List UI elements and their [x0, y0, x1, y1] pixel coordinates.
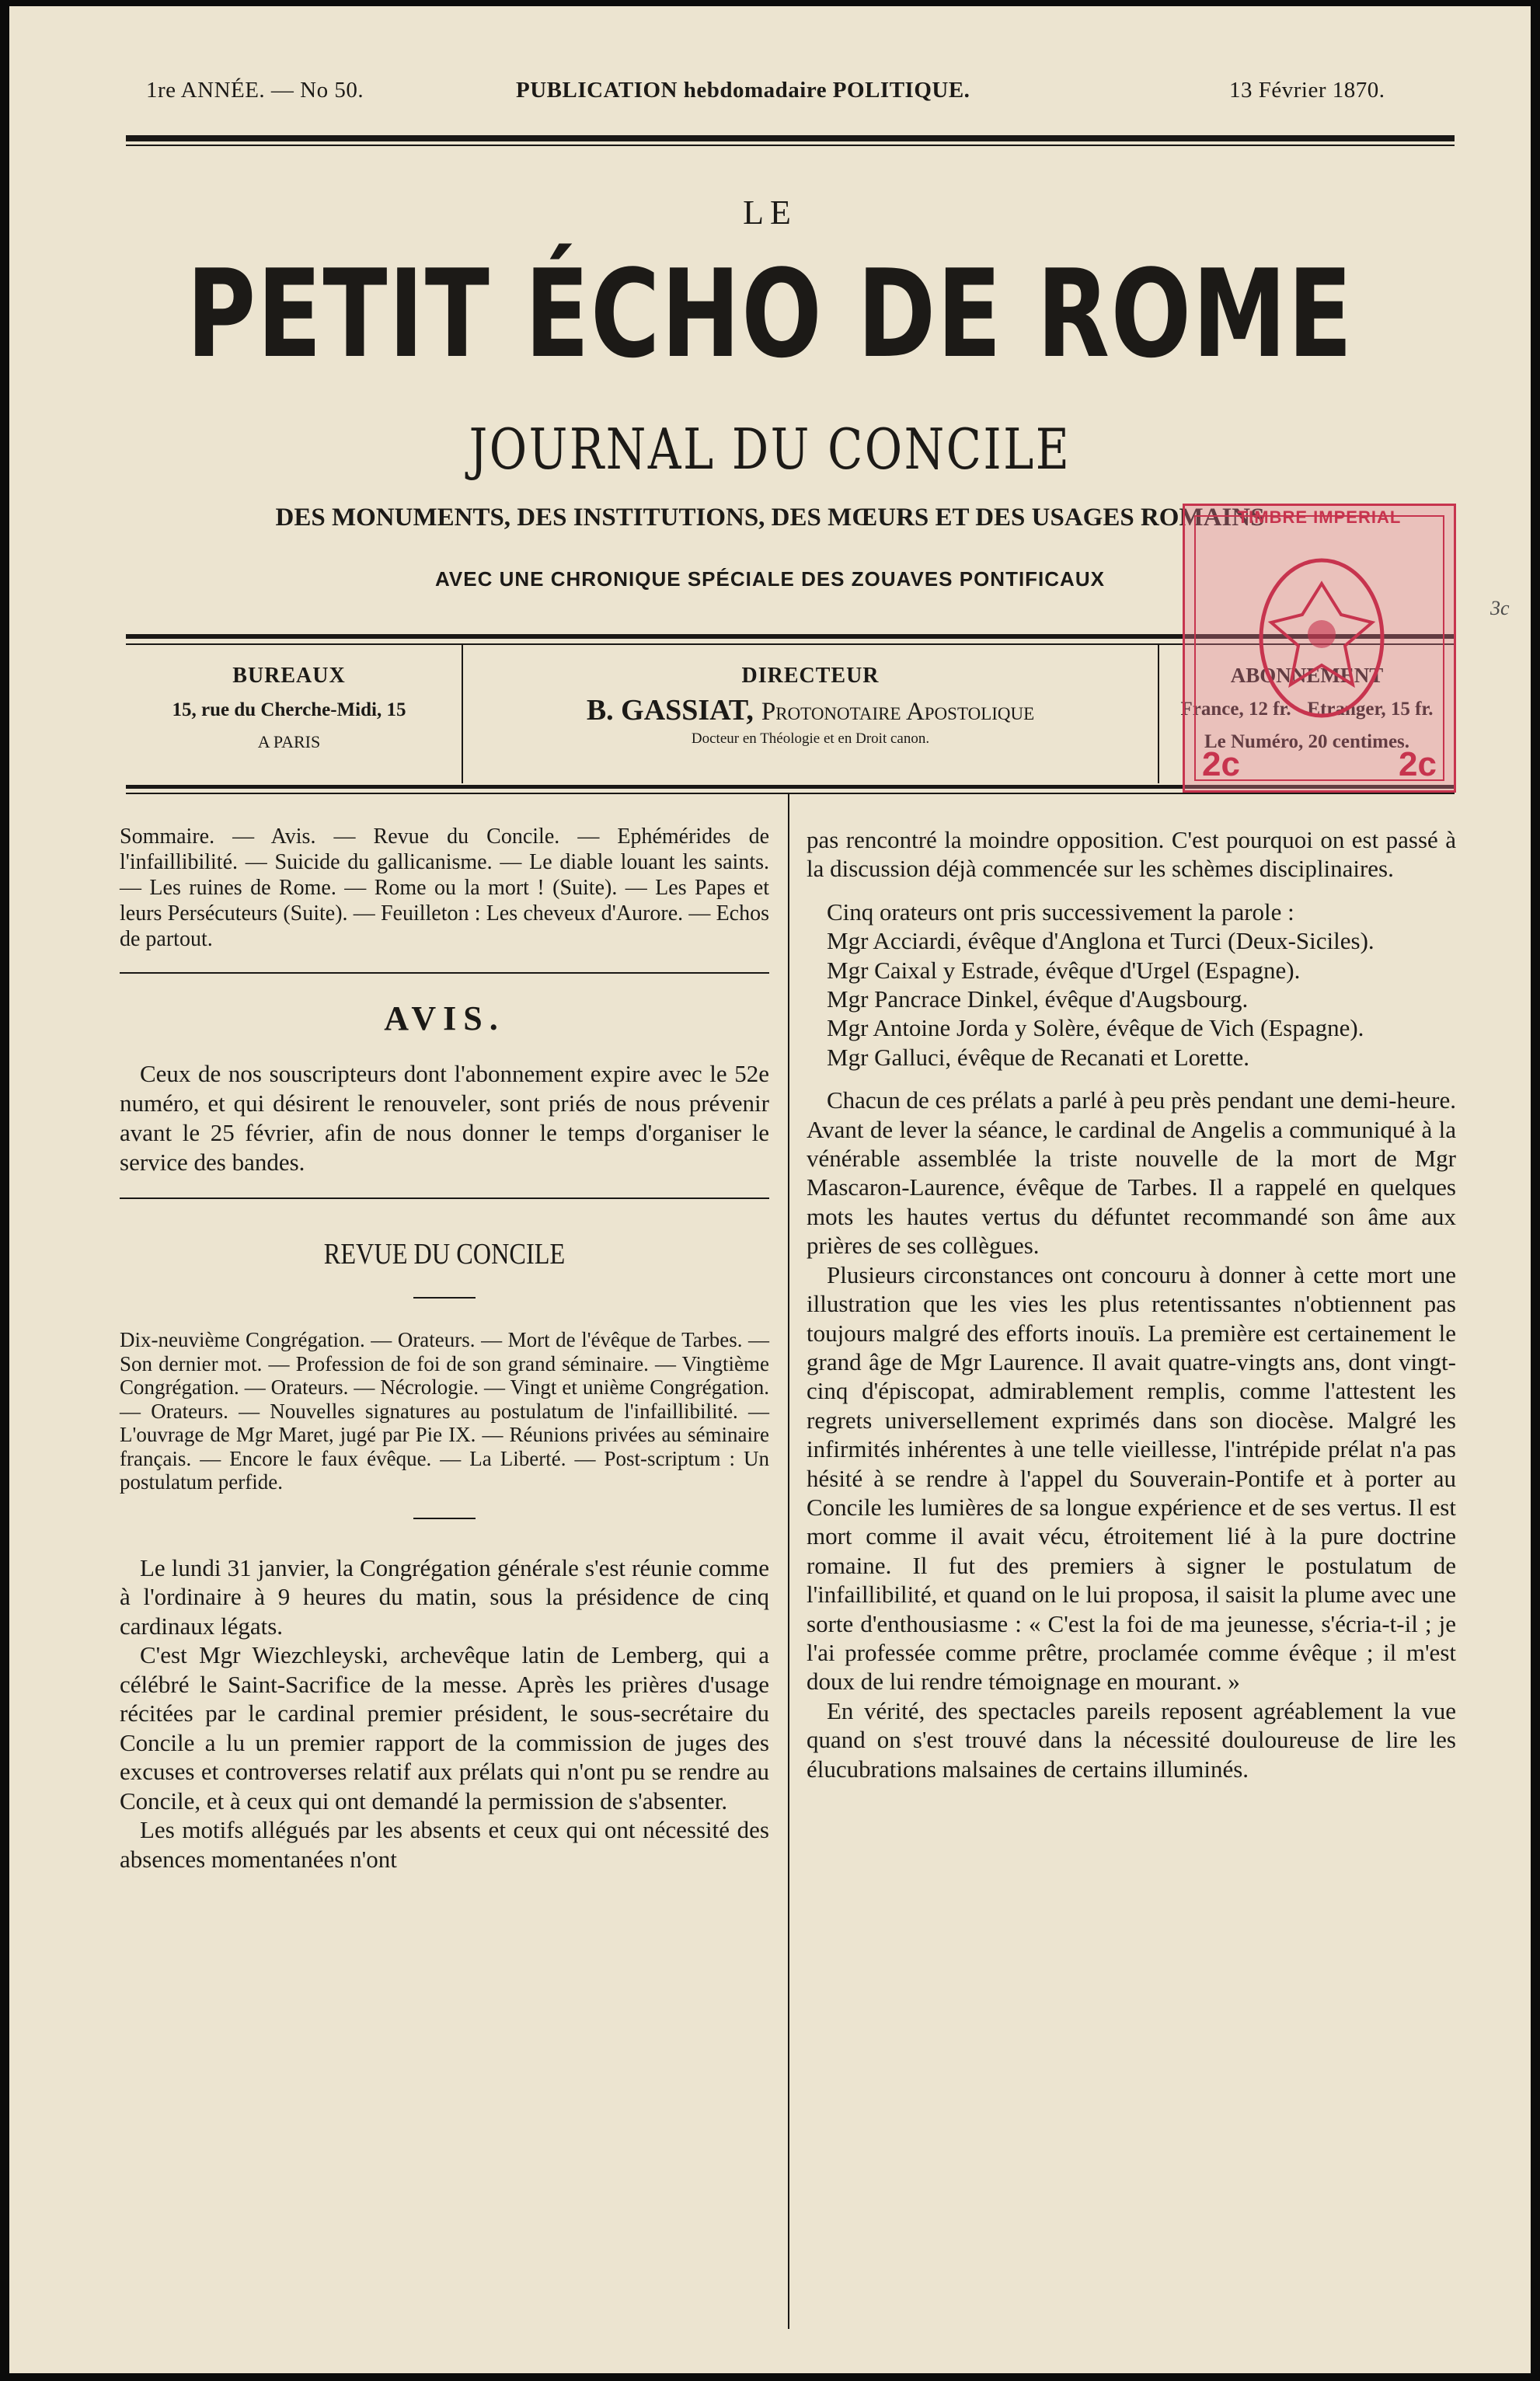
right-paragraph-4: Plusieurs circonstances ont concouru à donner à cette mort une illustration que les vies les plus retentissantes n'obtiennent pas toujours malgré des efforts inouïs. La première est certainement le grand âge de Mgr Laurence. Il avait quatre-vingts ans, dont vingt-cinq d'épiscopat, admirablement remplis, comme l'attestent les regrets universellement exprimés dans son diocèse. Malgré les infirmités inhérentes à une telle vieillesse, l'intrépide prélat n'a pas hésité à se rendre à l'appel du Souverain-Pontife et à porter au Concile les lumières de sa longue expérience et de ses vertus. Il est mort comme il avait vécu, étroitement lié à la pure doctrine romaine. Il fut des premiers à signer le postulatum de l'infaillibilité, et quand on le lui proposa, il saisit la plume avec une sorte d'enthousiasme : « C'est la foi de ma jeunesse, s'écria-t-il ; je l'ai professée comme prêtre, proclamée comme évêque ; il m'est doux de lui rendre témoignage en mourant. »: [807, 1260, 1456, 1696]
masthead-title: PETIT ÉCHO DE ROME: [186, 243, 1354, 385]
abonnement-prices: France, 12 fr. - Etranger, 15 fr.: [1180, 699, 1434, 720]
right-paragraph-2: Cinq orateurs ont pris successivement la parole :: [827, 898, 1294, 926]
stamp-value-left: 2c: [1202, 745, 1240, 783]
masthead-subtitle: JOURNAL DU CONCILE: [469, 417, 1071, 482]
avis-text: Ceux de nos souscripteurs dont l'abonnement expire avec le 52e numéro, et qui désirent le renouveler, sont priés de nous prévenir avant le 25 février, afin de nous donner le temps d'organiser le service des bandes.: [120, 1060, 769, 1176]
marginal-note: 3c: [1490, 597, 1510, 619]
imperial-stamp: [1183, 504, 1456, 793]
abonnement-label: ABONNEMENT: [1230, 664, 1384, 687]
issue-date: 13 Février 1870.: [1229, 78, 1385, 103]
directeur-degree: Docteur en Théologie et en Droit canon.: [691, 730, 930, 747]
info-rule-thin: [126, 793, 1455, 794]
revue-rule: [413, 1297, 476, 1299]
avis-rule: [120, 1197, 769, 1199]
masthead-le: LE: [743, 193, 797, 232]
right-paragraph-5: En vérité, des spectacles pareils reposent agréablement la vue quand on s'est trouvé dans la nécessité douloureuse de lire les élucubrations malsaines de certains illuminés.: [807, 1696, 1456, 1783]
right-column: [807, 825, 1456, 1783]
directeur-block: [465, 664, 1156, 748]
revue-title: REVUE DU CONCILE: [323, 1238, 566, 1271]
revue-paragraph-2: C'est Mgr Wiezchleyski, archevêque latin de Lemberg, qui a célébré le Saint-Sacrifice de la messe. Après les prières d'usage récitées par le cardinal premier président, le sous-secrétaire du Concile a lu un premier rapport de la commission de juges des excuses et controverses relatif aux prélats qui n'ont pu se rendre au Concile, et à ceux qui ont demandé la permission de s'absenter.: [120, 1641, 769, 1815]
sommaire: Sommaire. — Avis. — Revue du Concile. — Ephémérides de l'infaillibilité. — Suicide du gallicanisme. — Le diable louant les saints. — Les ruines de Rome. — Rome ou la mort ! (Suite). — Les Papes et leurs Persécuteurs (Suite). — Feuilleton : Les cheveux d'Aurore. — Echos de partout.: [120, 824, 769, 951]
newspaper-page: [9, 6, 1531, 2373]
eagle-emblem-icon: [1244, 553, 1399, 723]
bureaux-label: BUREAUX: [232, 664, 346, 688]
directeur-label: DIRECTEUR: [741, 664, 880, 688]
masthead-chronicle: AVEC UNE CHRONIQUE SPÉCIALE DES ZOUAVES PONTIFICAUX: [435, 567, 1105, 591]
revue-summary: Dix-neuvième Congrégation. — Orateurs. — Mort de l'évêque de Tarbes. — Son dernier mot. — Profession de foi de son grand séminaire. — Vingtième Congrégation. — Orateurs. — Nécrologie. — Vingt et unième Congrégation. — Orateurs. — Nouvelles signatures au postulatum de l'infaillibilité. — L'ouvrage de Mgr Maret, jugé par Pie IX. — Réunions privées au séminaire français. — Encore le faux évêque. — La Liberté. — Post-scriptum : Un postulatum perfide.: [120, 1328, 769, 1494]
right-paragraph-1: pas rencontré la moindre opposition. C'est pourquoi on est passé à la discussion déjà commencée sur les schèmes disciplinaires.: [807, 826, 1456, 883]
bureaux-address: 15, rue du Cherche-Midi, 15: [172, 699, 406, 720]
revue-paragraph-1: Le lundi 31 janvier, la Congrégation générale s'est réunie comme à l'ordinaire à 9 heures du matin, sous la présidence de cinq cardinaux légats.: [120, 1553, 769, 1640]
revue-paragraph-3: Les motifs allégués par les absents et ceux qui ont nécessité des absences momentanées n'ont: [120, 1816, 769, 1873]
bureaux-block: [126, 664, 452, 752]
issue-number: 1re ANNÉE. — No 50.: [146, 78, 364, 103]
orator-4: Mgr Antoine Jorda y Solère, évêque de Vich (Espagne).: [827, 1014, 1364, 1042]
top-rule-thin: [126, 145, 1455, 146]
publication-type: PUBLICATION hebdomadaire POLITIQUE.: [516, 78, 970, 103]
avis-title: AVIS.: [384, 999, 505, 1037]
sommaire-rule: [120, 972, 769, 974]
left-column: [120, 824, 769, 1874]
right-paragraph-3: Chacun de ces prélats a parlé à peu près pendant une demi-heure. Avant de lever la séance, le cardinal de Angelis a communiqué à la vénérable assemblée la triste nouvelle de la mort de Mgr Mascaron-Laurence, évêque de Tarbes. Il a rappelé en quelques mots les hautes vertus du défuntet recommandé son âme aux prières de ses collègues.: [807, 1086, 1456, 1260]
column-divider: [788, 794, 789, 2329]
orator-1: Mgr Acciardi, évêque d'Anglona et Turci (Deux-Siciles).: [827, 927, 1375, 955]
abonnement-single: Le Numéro, 20 centimes.: [1204, 731, 1410, 752]
orator-5: Mgr Galluci, évêque de Recanati et Lorette.: [827, 1043, 1249, 1071]
orator-3: Mgr Pancrace Dinkel, évêque d'Augsbourg.: [827, 985, 1249, 1013]
stamp-value-right: 2c: [1399, 745, 1437, 783]
directeur-name: B. GASSIAT,: [586, 694, 754, 727]
info-divider-left: [462, 645, 463, 783]
orator-2: Mgr Caixal y Estrade, évêque d'Urgel (Espagne).: [827, 956, 1301, 984]
directeur-line: [465, 693, 1156, 727]
stamp-label: TIMBRE IMPERIAL: [1237, 507, 1402, 527]
revue-summary-rule: [413, 1518, 476, 1519]
top-rule-thick: [126, 135, 1455, 141]
masthead-tagline: DES MONUMENTS, DES INSTITUTIONS, DES MŒURS ET DES USAGES ROMAINS: [275, 504, 1265, 532]
bureaux-city: A PARIS: [257, 732, 321, 751]
directeur-title: Protonotaire Apostolique: [761, 698, 1035, 726]
